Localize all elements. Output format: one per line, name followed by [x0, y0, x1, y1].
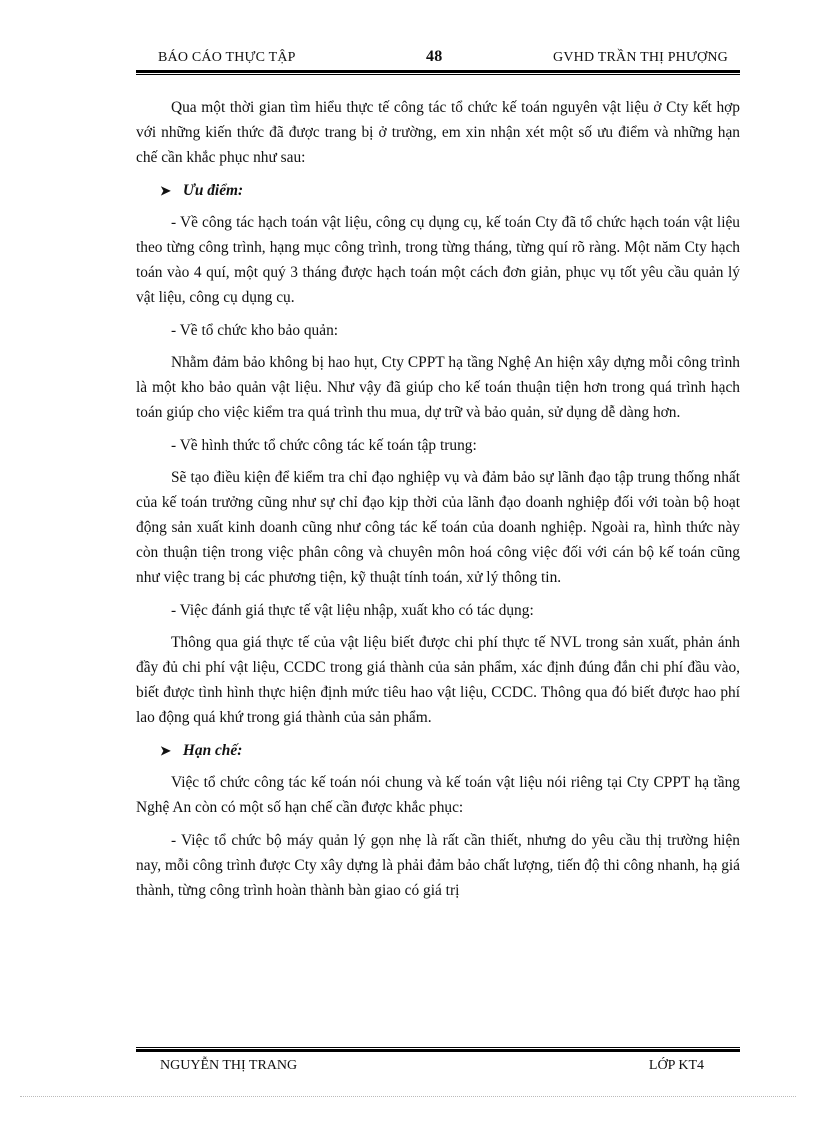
footer-class: LỚP KT4	[648, 1058, 704, 1073]
section-heading-label: Hạn chế:	[182, 742, 243, 759]
section-heading-label: Ưu điểm:	[182, 182, 244, 199]
paragraph: - Việc tổ chức bộ máy quản lý gọn nhẹ là rất cần thiết, nhưng do yêu cầu thị trường hiện nay, mỗi công trình được Cty xây dựng là phải đảm bảo chất lượng, tiến độ thi công nhanh, hạ giá thành, từng công trình hoàn thành bàn giao có giá trị	[136, 832, 740, 899]
paragraph: Sẽ tạo điều kiện để kiểm tra chỉ đạo nghiệp vụ và đảm bảo sự lãnh đạo tập trung thống nhất của kế toán trưởng cũng như sự chỉ đạo kịp thời của lãnh đạo doanh nghiệp đối với toàn bộ hoạt động sản xuất kinh doanh cũng như công tác kế toán của doanh nghiệp. Ngoài ra, hình thức này còn thuận tiện trong việc phân công và chuyên môn hoá công việc đối với cán bộ kế toán cũng như việc trang bị các phương tiện, kỹ thuật tính toán, xử lý thông tin.	[136, 469, 740, 586]
arrow-bullet-icon: ➤	[160, 743, 171, 758]
arrow-bullet-icon: ➤	[160, 183, 171, 198]
header-supervisor: GVHD TRẦN THỊ PHƯỢNG	[553, 50, 728, 65]
footer-author: NGUYỄN THỊ TRANG	[160, 1058, 298, 1073]
intro-paragraph: Qua một thời gian tìm hiểu thực tế công tác tổ chức kế toán nguyên vật liệu ở Cty kết hợp với những kiến thức đã được trang bị ở trường, em xin nhận xét một số ưu điểm và những hạn chế cần khắc phục như sau:	[136, 99, 740, 166]
section-heading-limitations	[136, 738, 740, 763]
paragraph-subheading: - Việc đánh giá thực tế vật liệu nhập, xuất kho có tác dụng:	[171, 602, 534, 619]
page-number: 48	[426, 48, 443, 65]
paragraph: Nhằm đảm bảo không bị hao hụt, Cty CPPT hạ tầng Nghệ An hiện xây dựng mỗi công trình là một kho bảo quản vật liệu. Như vậy đã giúp cho kế toán thuận tiện hơn trong quá trình hạch toán giúp cho việc kiểm tra quá trình thu mua, dự trữ và bảo quản, sử dụng dễ dàng hơn.	[136, 354, 740, 421]
header-report-title: BÁO CÁO THỰC TẬP	[158, 50, 296, 65]
paragraph: Thông qua giá thực tế của vật liệu biết được chi phí thực tế NVL trong sản xuất, phản ánh đầy đủ chi phí vật liệu, CCDC trong giá thành của sản phẩm, xác định đúng đắn chi phí đầu vào, biết được tình hình thực hiện định mức tiêu hao vật liệu, CCDC. Thông qua đó biết được hao phí lao động quá khứ trong giá thành của sản phẩm.	[136, 634, 740, 726]
paragraph-subheading: - Về tổ chức kho bảo quản:	[171, 322, 339, 339]
paragraph: - Về công tác hạch toán vật liệu, công cụ dụng cụ, kế toán Cty đã tổ chức hạch toán vật liệu theo từng công trình, hạng mục công trình, trong từng tháng, từng quí rõ ràng. Một năm Cty hạch toán vào 4 quí, một quý 3 tháng được hạch toán một cách đơn giản, phục vụ tốt yêu cầu quản lý vật liệu, công cụ dụng cụ.	[136, 214, 740, 306]
paragraph-subheading: - Về hình thức tổ chức công tác kế toán tập trung:	[171, 437, 477, 454]
paragraph: Việc tổ chức công tác kế toán nói chung và kế toán vật liệu nói riêng tại Cty CPPT hạ tầng Nghệ An còn có một số hạn chế cần được khắc phục:	[136, 774, 740, 816]
section-heading-advantages	[136, 178, 740, 203]
page-body	[136, 95, 740, 911]
footer-rule	[136, 1047, 740, 1052]
page-header	[136, 46, 740, 72]
page-edge-divider	[20, 1096, 796, 1097]
header-rule	[136, 70, 740, 75]
